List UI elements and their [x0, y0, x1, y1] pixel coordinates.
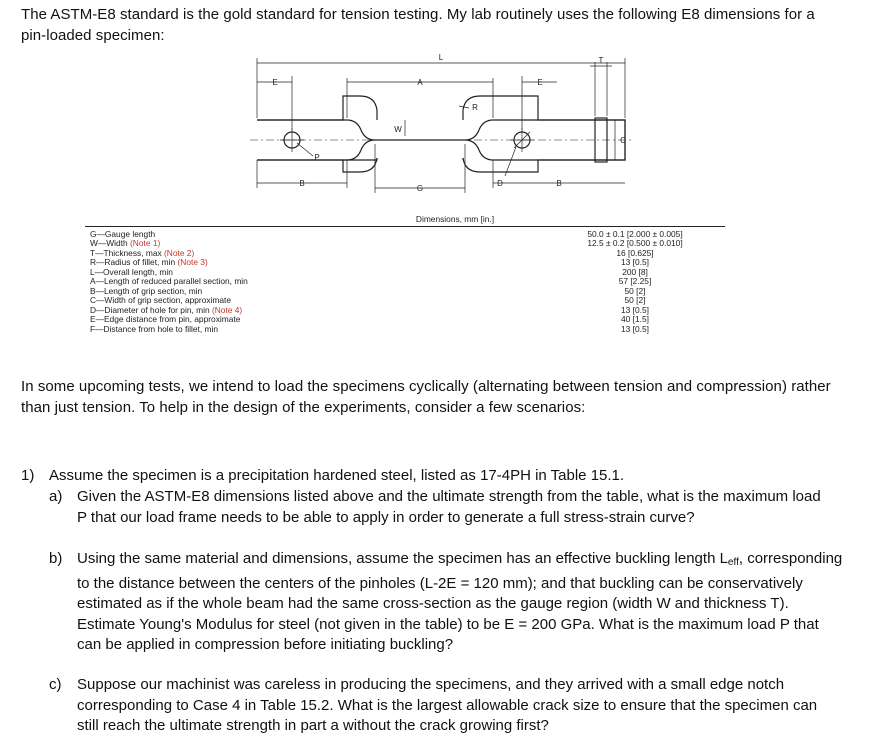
- row-label: G—Gauge length: [90, 229, 156, 239]
- dim-label-w: W: [394, 125, 402, 134]
- part-b-line-4: Estimate Young's Modulus for steel (not given in the table) to be E = 200 GPa. What is the maximum load P that: [77, 615, 819, 633]
- row-label: E—Edge distance from pin, approximate: [90, 314, 241, 325]
- row-label: B—Length of grip section, min: [90, 285, 203, 296]
- row-label: W—Width (Note 1): [90, 238, 161, 249]
- part-b-line-3: estimated as if the whole beam had the same cross-section as the gauge region (width W and thickness T).: [77, 595, 789, 612]
- question-1-text: Assume the specimen is a precipitation hardened steel, listed as 17-4PH in Table 15.1.: [49, 467, 625, 484]
- part-b-line-5: can be applied in compression before initiating buckling?: [77, 636, 454, 653]
- row-label: T—Thickness, max (Note 2): [90, 247, 195, 258]
- dim-label-c: C: [620, 136, 626, 145]
- dimension-values: [555, 230, 715, 334]
- row-value: 16 [0.625]: [616, 247, 654, 258]
- row-label: A—Length of reduced parallel section, min: [90, 276, 248, 287]
- part-c-line-1: Suppose our machinist was careless in producing the specimens, and they arrived with a small edge notch: [77, 676, 785, 693]
- row-value: 40 [1.5]: [621, 314, 649, 325]
- specimen-dogbone: [257, 120, 625, 160]
- row-value: 50.0 ± 0.1 [2.000 ± 0.005]: [587, 229, 683, 239]
- specimen-figure: [85, 48, 725, 364]
- dim-label-d: D: [497, 179, 503, 188]
- specimen-drawing: [85, 48, 725, 198]
- intro-paragraph: [21, 5, 866, 46]
- dim-label-l: L: [438, 53, 444, 62]
- part-a-line-1: Given the ASTM-E8 dimensions listed above and the ultimate strength from the table, what is the maximum load: [77, 488, 821, 505]
- leff-subscript: eff: [727, 557, 739, 568]
- dim-label-g: G: [416, 184, 424, 193]
- part-a-line-2: P that our load frame needs to be able to apply in order to generate a full stress-strain curve?: [77, 508, 695, 526]
- row-value: 57 [2.25]: [618, 276, 652, 287]
- dim-label-r: R: [472, 103, 478, 112]
- dim-label-p: P: [314, 153, 320, 162]
- dimension-labels: [90, 230, 450, 334]
- intro-line-2: pin-loaded specimen:: [21, 26, 165, 44]
- part-c-text: [77, 675, 861, 737]
- row-value: 50 [2]: [624, 295, 646, 306]
- part-a-number: a): [49, 488, 63, 505]
- dim-label-a: A: [417, 78, 423, 87]
- specimen-outline: [257, 96, 625, 172]
- part-b-number: b): [49, 550, 63, 567]
- row-label: D—Diameter of hole for pin, min (Note 4): [90, 304, 243, 315]
- row-label: L—Overall length, min: [90, 266, 173, 277]
- row-label: F—Distance from hole to fillet, min: [90, 323, 218, 334]
- row-label: C—Width of grip section, approximate: [90, 295, 232, 306]
- table-header: Dimensions, mm [in.]: [415, 214, 495, 224]
- dim-label-e-left: E: [272, 78, 278, 87]
- intro-line-1: The ASTM-E8 standard is the gold standard for tension testing. My lab routinely uses the following E8 dimensions for a: [21, 6, 815, 23]
- part-b-text: [77, 549, 861, 656]
- part-c-line-2: corresponding to Case 4 in Table 15.2. What is the largest allowable crack size to ensure that the specimen can: [77, 696, 818, 714]
- question-1-number: 1): [21, 467, 35, 484]
- row-value: 200 [8]: [622, 266, 648, 277]
- dim-label-e-right: E: [537, 78, 543, 87]
- scenario-line-2: than just tension. To help in the design of the experiments, consider a few scenarios:: [21, 398, 586, 416]
- scenario-paragraph: [21, 377, 866, 418]
- row-label: R—Radius of fillet, min (Note 3): [90, 257, 208, 268]
- part-c-number: c): [49, 676, 62, 693]
- scenario-line-1: In some upcoming tests, we intend to load the specimens cyclically (alternating between tension and compression) rather: [21, 378, 831, 395]
- row-value: 13 [0.5]: [621, 257, 649, 268]
- dim-label-b-left: B: [299, 179, 305, 188]
- table-rule: [85, 226, 725, 227]
- part-b-line-1: Using the same material and dimensions, assume the specimen has an effective buckling length $L_{eff}$, corresponding: [77, 550, 843, 568]
- part-b-line-2: to the distance between the centers of the pinholes (L-2E = 120 mm); and that buckling can be conservatively: [77, 574, 803, 592]
- part-c-line-3: still reach the ultimate strength in part a without the crack growing first?: [77, 717, 549, 734]
- row-value: 12.5 ± 0.2 [0.500 ± 0.010]: [587, 238, 683, 249]
- row-value: 50 [2]: [624, 285, 646, 296]
- row-value: 13 [0.5]: [621, 304, 649, 315]
- dim-label-t: T: [598, 56, 604, 65]
- row-value: 13 [0.5]: [621, 323, 649, 334]
- dim-label-b-right: B: [556, 179, 562, 188]
- part-a-text: [77, 487, 861, 528]
